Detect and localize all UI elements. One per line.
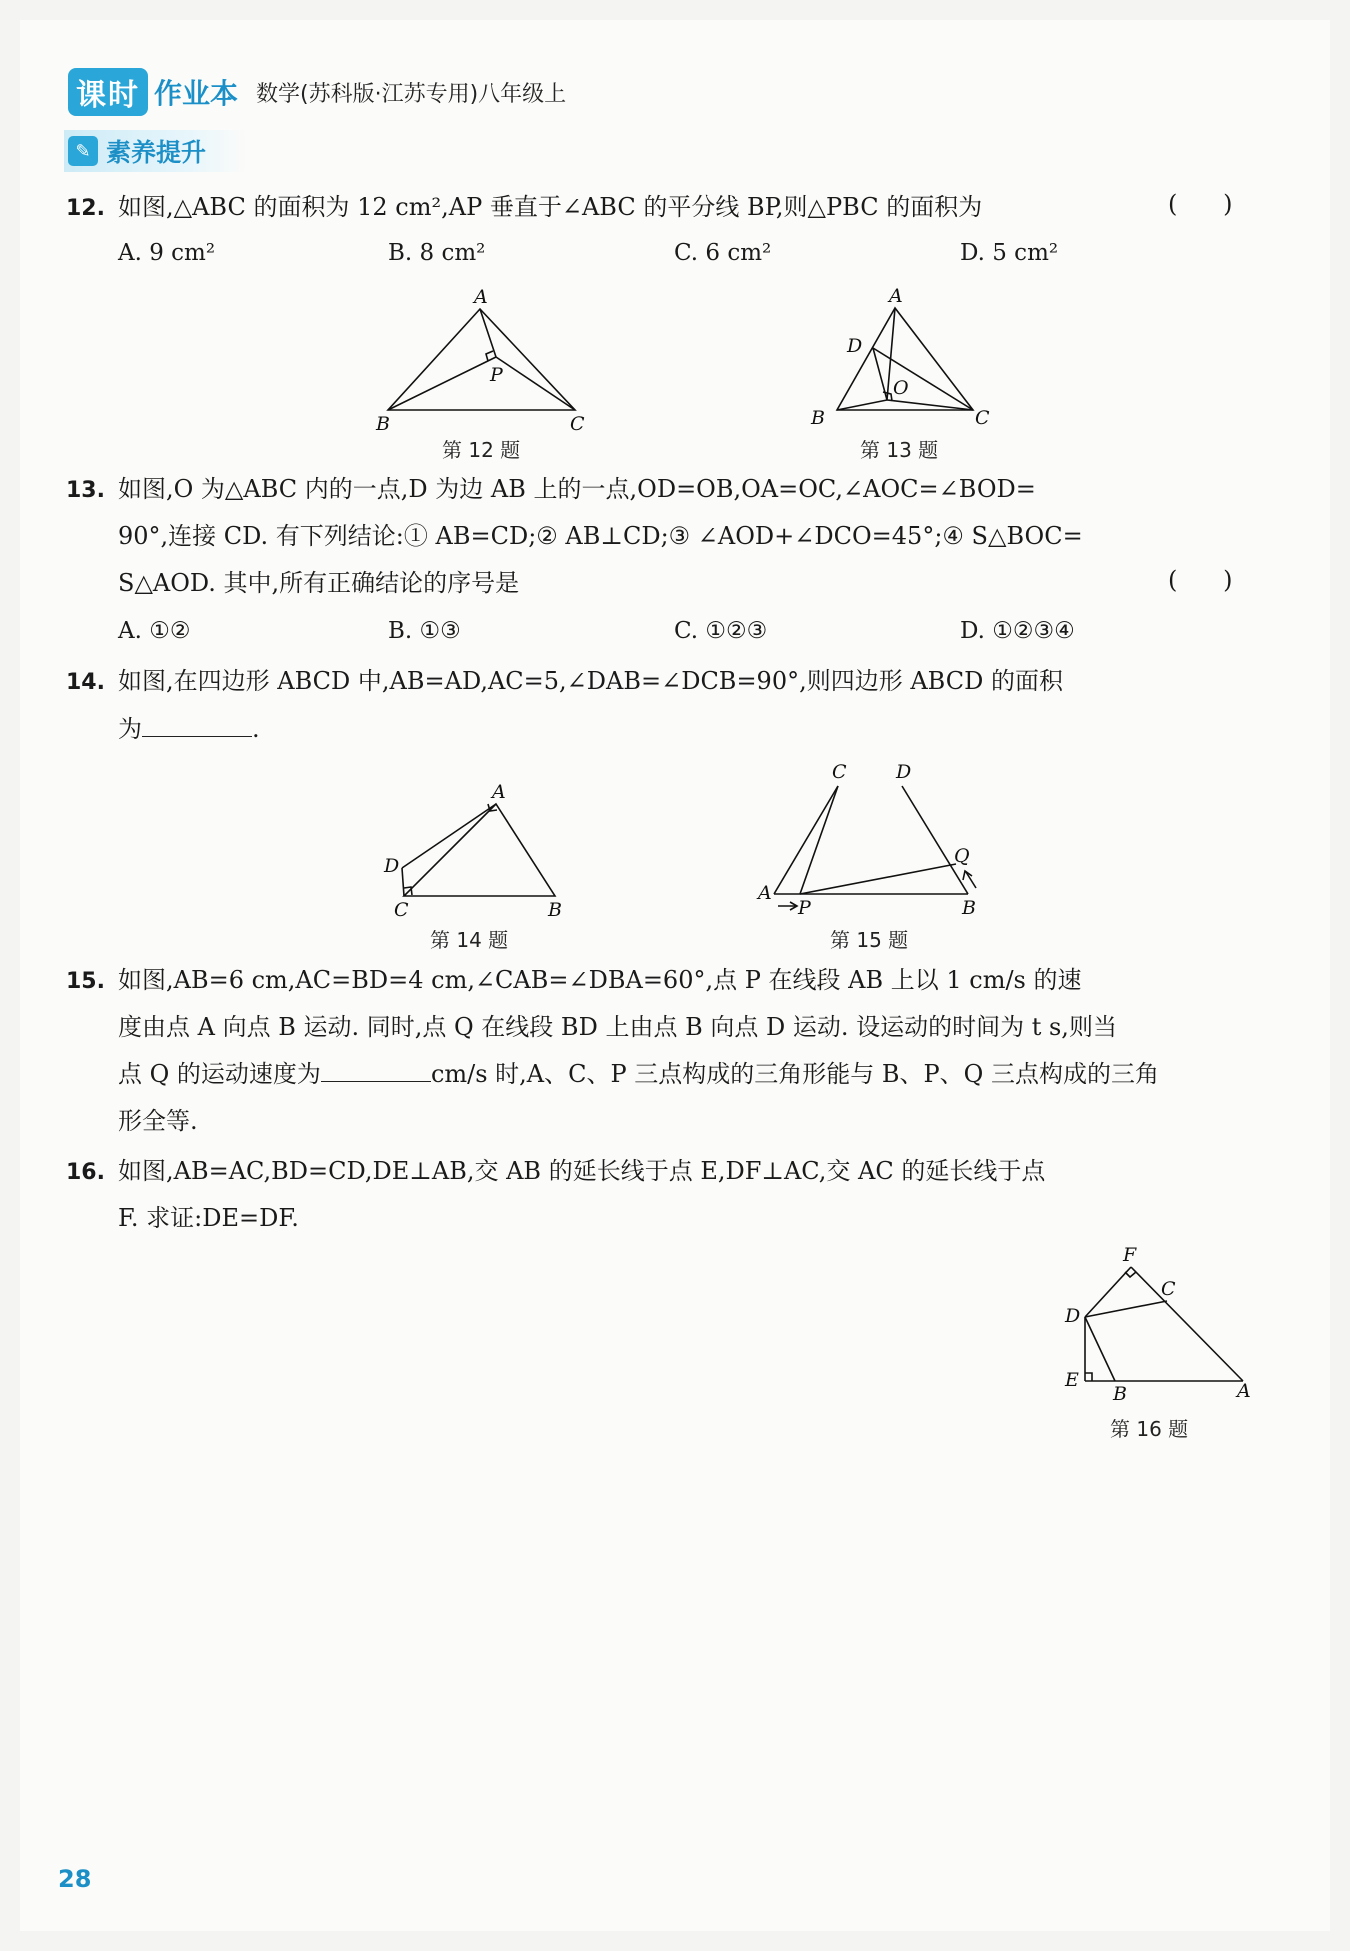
figure-12-caption: 第 12 题: [442, 438, 521, 462]
label-d: D: [384, 855, 400, 877]
label-a: A: [1237, 1380, 1251, 1402]
question-number: 15.: [66, 969, 105, 994]
option-d: D. 5 cm²: [960, 240, 1059, 266]
label-b: B: [376, 413, 390, 435]
question-15-line-2: 度由点 A 向点 B 运动. 同时,点 Q 在线段 BD 上由点 B 向点 D 运动. 设运动的时间为 t s,则当: [118, 1013, 1117, 1041]
answer-parentheses: ( ): [1168, 190, 1233, 218]
option-c: C. 6 cm²: [674, 240, 772, 266]
question-14-line-1: 如图,在四边形 ABCD 中,AB=AD,AC=5,∠DAB=∠DCB=90°,则四边形 ABCD 的面积: [118, 667, 1063, 695]
segment-fa: [1131, 1267, 1243, 1381]
question-16-line-1: 如图,AB=AC,BD=CD,DE⊥AB,交 AB 的延长线于点 E,DF⊥AC,交 AC 的延长线于点: [118, 1157, 1046, 1185]
option-b: B. 8 cm²: [388, 240, 486, 266]
answer-blank[interactable]: [142, 716, 252, 737]
label-p: P: [798, 897, 811, 919]
brand-suffix: 作业本: [154, 77, 239, 110]
option-a: A. 9 cm²: [118, 240, 216, 266]
answer-parentheses: ( ): [1168, 566, 1233, 594]
question-13-line-2: 90°,连接 CD. 有下列结论:① AB=CD;② AB⊥CD;③ ∠AOD+∠DCO=45°;④ S△BOC=: [118, 522, 1083, 550]
segment-bp: [388, 357, 496, 410]
pencil-icon: ✎: [68, 136, 98, 166]
figure-15-caption: 第 15 题: [830, 928, 909, 952]
book-title: 数学(苏科版·江苏专用)八年级上: [256, 81, 567, 107]
question-14-line-2: [118, 712, 260, 746]
option-a: A. ①②: [118, 618, 191, 644]
label-a: A: [492, 781, 506, 803]
question-15-line-4: 形全等.: [118, 1107, 198, 1135]
figure-14: [380, 778, 580, 923]
figure-16-caption: 第 16 题: [1110, 1417, 1189, 1441]
label-d: D: [847, 335, 863, 357]
right-angle-mark: [1085, 1373, 1092, 1381]
question-15-text-before: 点 Q 的运动速度为: [118, 1060, 321, 1088]
question-14-text: 为: [118, 715, 142, 743]
triangle-abc: [404, 804, 555, 896]
option-d: D. ①②③④: [960, 618, 1075, 644]
question-16-line-2: F. 求证:DE=DF.: [118, 1204, 299, 1232]
segment-pc: [496, 357, 575, 410]
label-b: B: [811, 407, 825, 429]
label-d: D: [896, 761, 912, 783]
question-number: 13.: [66, 478, 105, 503]
segment-bd: [902, 786, 968, 894]
option-b: B. ①③: [388, 618, 461, 644]
option-c: C. ①②③: [674, 618, 768, 644]
question-13-line-3: S△AOD. 其中,所有正确结论的序号是: [118, 569, 520, 597]
segment-ap: [480, 309, 496, 357]
figure-12: [370, 285, 590, 435]
brand-logo: 课时: [68, 68, 148, 116]
label-d: D: [1065, 1305, 1081, 1327]
label-c: C: [1161, 1278, 1176, 1300]
right-angle-mark: [1125, 1272, 1136, 1277]
question-number: 12.: [66, 196, 105, 221]
label-b: B: [962, 897, 976, 919]
label-c: C: [394, 899, 409, 921]
section-title: 素养提升: [106, 138, 207, 167]
page-header: [68, 68, 566, 116]
label-b: B: [1113, 1383, 1127, 1405]
question-15-text-after: cm/s 时,A、C、P 三点构成的三角形能与 B、P、Q 三点构成的三角: [430, 1060, 1159, 1088]
question-number: 16.: [66, 1160, 105, 1185]
question-13-line-1: 如图,O 为△ABC 内的一点,D 为边 AB 上的一点,OD=OB,OA=OC,∠AOC=∠BOD=: [118, 475, 1036, 503]
triangle-abc: [388, 309, 575, 410]
segment-pq: [800, 864, 956, 894]
figure-16: [1055, 1245, 1255, 1415]
figure-13-caption: 第 13 题: [860, 438, 939, 462]
label-b: B: [548, 899, 562, 921]
label-c: C: [570, 413, 585, 435]
segment-db: [1085, 1317, 1115, 1381]
question-number: 14.: [66, 670, 105, 695]
question-14-end: .: [252, 715, 260, 743]
label-c: C: [832, 761, 847, 783]
label-q: Q: [954, 845, 970, 867]
page-number: 28: [58, 1865, 92, 1893]
question-12-stem: 如图,△ABC 的面积为 12 cm²,AP 垂直于∠ABC 的平分线 BP,则△PBC 的面积为: [118, 193, 983, 221]
label-a: A: [889, 285, 903, 307]
figure-14-caption: 第 14 题: [430, 928, 509, 952]
label-c: C: [975, 407, 990, 429]
label-f: F: [1123, 1245, 1137, 1266]
label-o: O: [893, 377, 909, 399]
label-a: A: [474, 286, 488, 308]
figure-15: [750, 754, 990, 924]
segment-bo: [837, 400, 887, 410]
question-15-line-3: [118, 1057, 1159, 1091]
section-banner: [64, 130, 246, 172]
label-p: P: [490, 364, 503, 386]
question-15-line-1: 如图,AB=6 cm,AC=BD=4 cm,∠CAB=∠DBA=60°,点 P 在线段 AB 上以 1 cm/s 的速: [118, 966, 1082, 994]
figure-13: [805, 282, 1000, 432]
segment-cd: [402, 868, 404, 896]
answer-blank[interactable]: [321, 1061, 431, 1082]
label-e: E: [1065, 1369, 1079, 1391]
segment-da: [402, 804, 496, 868]
label-a: A: [758, 882, 772, 904]
